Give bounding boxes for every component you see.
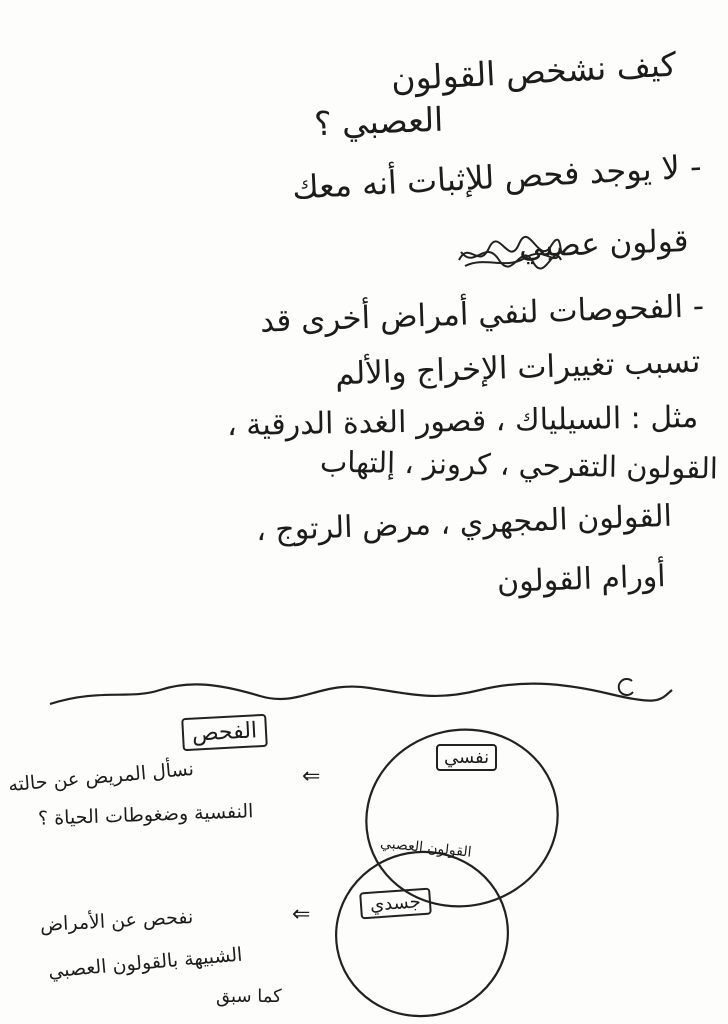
point-2-line-6: أورام القولون <box>496 559 667 600</box>
point-1-line-1: - لا يوجد فحص للإثبات أنه معك <box>291 147 703 207</box>
physical-note-line-1: نفحص عن الأمراض <box>39 906 194 936</box>
psych-label-box: نفسي <box>436 744 497 771</box>
crossed-out-scribble <box>455 230 565 276</box>
wavy-divider-line <box>0 660 728 720</box>
physical-note-line-3: كما سبق <box>216 986 282 1007</box>
arrow-left-icon: ⇐ <box>302 764 321 789</box>
title-line-2: العصبي ؟ <box>313 99 444 144</box>
psych-note-line-1: نسأل المريض عن حالته <box>7 757 195 797</box>
title-line-1: كيف نشخص القولون <box>389 44 677 99</box>
point-2-line-3: مثل : السيلياك ، قصور الغدة الدرقية ، <box>226 399 699 444</box>
point-2-line-4: القولون التقرحي ، كرونز ، إلتهاب <box>319 444 719 486</box>
physical-label-box: جسدي <box>359 888 431 920</box>
physical-note-line-2: الشبيهة بالقولون العصبي <box>47 943 244 983</box>
overlap-label: القولون العصبي <box>379 835 473 861</box>
point-2-line-2: تسبب تغييرات الإخراج والألم <box>334 343 701 393</box>
arrow-left-icon: ⇐ <box>292 902 311 927</box>
point-2-line-1: - الفحوصات لنفي أمراض أخرى قد <box>259 288 705 340</box>
point-2-line-5: القولون المجهري ، مرض الرتوج ، <box>255 498 673 549</box>
point-1-line-2: قولون عصبي <box>517 223 689 265</box>
exam-label-box: الفحص <box>181 714 268 751</box>
psych-note-line-2: النفسية وضغوطات الحياة ؟ <box>37 800 254 830</box>
